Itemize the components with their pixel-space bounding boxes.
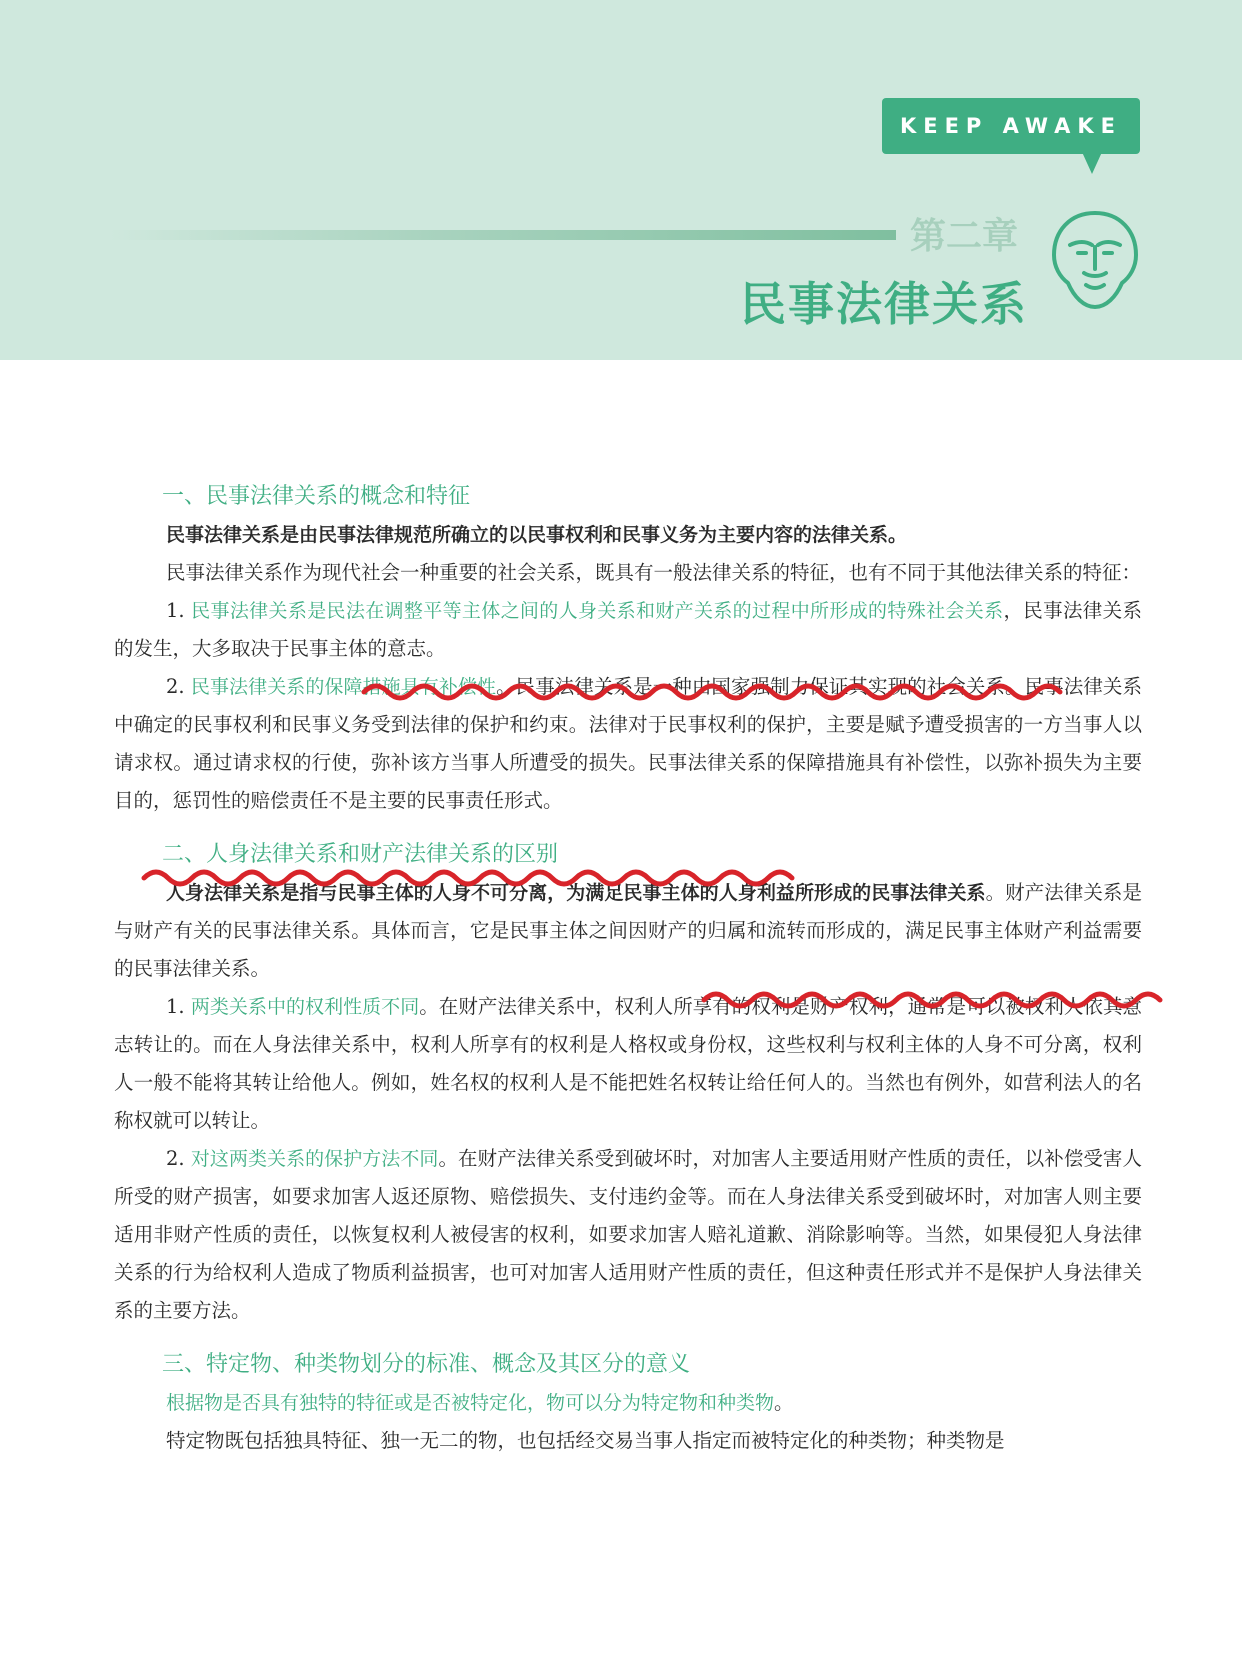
- section-title: 二、人身法律关系和财产法律关系的区别: [162, 842, 559, 867]
- intro-paragraph: 特定物既包括独具特征、独一无二的物，也包括经交易当事人指定而被特定化的种类物；种类物是: [166, 1429, 1005, 1452]
- item-text: 。在财产法律关系中，权利人所享有的权利是财产权利，通常是可以被权利人依其意志转让的。而在人身法律关系中，权利人所享有的权利是人格权或身份权，这些权利与权利主体的人身不可分离，权利人一般不能将其转让给他人。例如，姓名权的权利人是不能把姓名权转让给任何人的。当然也有例外，如营利法人的名称权就可以转让。: [114, 995, 1142, 1132]
- chapter-number: 第二章: [910, 216, 1019, 257]
- item-text: 。在财产法律关系受到破坏时，对加害人主要适用财产性质的责任，以补偿受害人所受的财产损害，如要求加害人返还原物、赔偿损失、支付违约金等。而在人身法律关系受到破坏时，对加害人则主要适用非财产性质的责任，以恢复权利人被侵害的权利，如要求加害人赔礼道歉、消除影响等。当然，如果侵犯人身法律关系的行为给权利人造成了物质利益损害，也可对加害人适用财产性质的责任，但这种责任形式并不是保护人身法律关系的主要方法。: [114, 1147, 1142, 1322]
- definition-text: 人身法律关系是指与民事主体的人身不可分离，为满足民事主体的人身利益所形成的民事法律关系: [166, 882, 986, 904]
- key-point: 对这两类关系的保护方法不同: [190, 1148, 439, 1170]
- bearded-face-icon: [1040, 205, 1150, 315]
- key-point: 民事法律关系的保障措施具有补偿性: [190, 676, 497, 698]
- key-point: 两类关系中的权利性质不同: [190, 996, 420, 1018]
- item-number: 2.: [166, 1147, 191, 1170]
- definition-paragraph: [114, 874, 1142, 988]
- chapter-title: 民事法律关系: [740, 277, 1028, 331]
- definition-rest: 。财产法律关系是与财产有关的民事法律关系。具体而言，它是民事主体之间因财产的归属和流转而形成的，满足民事主体财产利益需要的民事法律关系。: [114, 881, 1142, 980]
- definition-end: 。: [774, 1391, 794, 1414]
- feature-paragraph-1: [114, 592, 1142, 668]
- definition-paragraph: [114, 1384, 1142, 1422]
- chapter-header: [0, 0, 1242, 360]
- key-point: 民事法律关系是民法在调整平等主体之间的人身关系和财产关系的过程中所形成的特殊社会关系: [191, 600, 1004, 622]
- badge-tail: [1082, 152, 1102, 174]
- keep-awake-badge: KEEP AWAKE: [882, 98, 1140, 154]
- item-text: ，民事法律关系的发生，大多取决于民事主体的意志。: [114, 599, 1142, 660]
- item-number: 1.: [166, 995, 191, 1018]
- difference-paragraph-1: [114, 988, 1142, 1140]
- definition-paragraph: [114, 516, 1142, 554]
- section-title: 一、民事法律关系的概念和特征: [162, 484, 471, 509]
- difference-paragraph-2: [114, 1140, 1142, 1330]
- item-number: 2.: [166, 675, 191, 698]
- item-text: 。民事法律关系是一种由国家强制力保证其实现的社会关系。民事法律关系中确定的民事权利和民事义务受到法律的保护和约束。法律对于民事权利的保护，主要是赋予遭受损害的一方当事人以请求权。通过请求权的行使，弥补该方当事人所遭受的损失。民事法律关系的保障措施具有补偿性，以弥补损失为主要目的，惩罚性的赔偿责任不是主要的民事责任形式。: [114, 675, 1142, 812]
- definition-text: 民事法律关系是由民事法律规范所确立的以民事权利和民事义务为主要内容的法律关系。: [166, 524, 908, 546]
- feature-paragraph-2: [114, 668, 1142, 820]
- item-number: 1.: [166, 599, 192, 622]
- page-body: [114, 478, 1142, 1460]
- header-rule: [110, 230, 896, 240]
- key-point: 根据物是否具有独特的特征或是否被特定化，物可以分为特定物和种类物: [166, 1392, 775, 1414]
- section-title: 三、特定物、种类物划分的标准、概念及其区分的意义: [162, 1352, 691, 1377]
- intro-paragraph: 民事法律关系作为现代社会一种重要的社会关系，既具有一般法律关系的特征，也有不同于其他法律关系的特征：: [166, 561, 1142, 584]
